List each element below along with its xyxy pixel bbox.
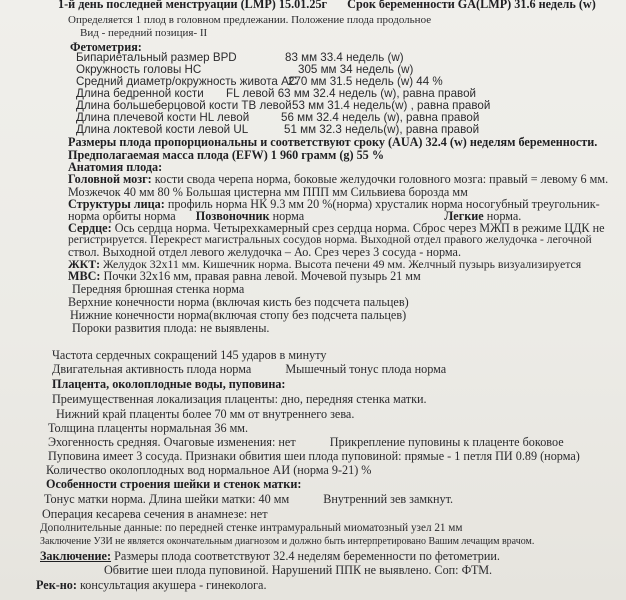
gi-label: ЖКТ: — [68, 257, 101, 271]
lungs-value: норма. — [486, 209, 522, 223]
ga-label: Срок беременности GA(LMP) — [347, 0, 512, 11]
ga-value: 31.6 — [514, 0, 536, 11]
lmp-line — [58, 0, 596, 11]
amniotic-fluid: Количество околоплодных вод нормальное АИ (норма 9-21) % — [46, 463, 372, 477]
placenta-echo: Эхогенность средняя. Очаговые изменения: нет — [48, 435, 296, 449]
fetometry-value: 83 мм 33.4 недель (w) — [285, 51, 404, 64]
placenta-echo-line — [48, 435, 564, 449]
recommendation-line — [36, 578, 267, 592]
uterus-tone: Тонус матки норма. Длина шейки матки: 40 мм — [44, 492, 290, 506]
heart-rate: Частота сердечных сокращений 145 ударов в минуту — [52, 348, 327, 362]
motor-line — [52, 362, 446, 376]
urinary-text: Почки 32x16 мм, правая равна левой. Мочевой пузырь 21 мм — [103, 269, 421, 283]
aua-summary: Размеры плода пропорциональны и соответствуют сроку (AUA) 32.4 (w) неделям беременности. — [68, 135, 598, 149]
fetometry-value: FL левой 63 мм 32.4 недель (w), равна правой — [226, 87, 477, 100]
heart-text: Ось сердца норма. Четырехкамерный срез сердца норма. Сброс через МЖП в режиме ЦДК не — [114, 221, 605, 235]
efw-summary: Предполагаемая масса плода (EFW) 1 960 грамм (g) 55 % — [68, 148, 385, 162]
conclusion-label: Заключение: — [40, 549, 112, 563]
fetometry-label: Длина большеберцовой кости TB левой — [76, 99, 292, 112]
cervix-title: Особенности строения шейки и стенок матки: — [46, 477, 302, 491]
lmp-date: 15.01.25г — [278, 0, 328, 11]
motor-activity: Двигательная активность плода норма — [52, 362, 252, 376]
fetometry-value: 56 мм 32.4 недель (w), равна правой — [281, 111, 480, 124]
lmp-label: 1-й день последней менструации — [58, 0, 238, 11]
brain-line-1 — [68, 172, 608, 186]
fetometry-label: Длина бедренной кости — [76, 87, 204, 100]
fetometry-label: Длина плечевой кости HL левой — [76, 111, 250, 124]
fetometry-value: 53 мм 31.4 недель(w) , равна правой — [292, 99, 491, 112]
internal-os: Внутренний зев замкнут. — [323, 492, 454, 506]
face-label: Структуры лица: — [68, 197, 165, 211]
placenta-thickness: Толщина плаценты нормальная 36 мм. — [48, 421, 249, 435]
upper-limbs: Верхние конечности норма (включая кисть без подсчета пальцев) — [68, 295, 409, 309]
lungs-label: Легкие — [444, 209, 484, 223]
recommendation-label: Рек-но: — [36, 578, 77, 592]
face-text: профиль норма НК 9.3 мм 20 %(норма) хрусталик норма носогубный треугольник- — [167, 197, 600, 211]
recommendation-text: консультация акушера - гинеколога. — [80, 578, 267, 592]
fetometry-label: Окружность головы HC — [76, 63, 202, 76]
abdominal-wall: Передняя брюшная стенка норма — [72, 282, 245, 296]
defects: Пороки развития плода: не выявлены. — [72, 321, 270, 335]
fetometry-title: Фетометрия: — [70, 40, 142, 54]
fetometry-label: Длина локтевой кости левой UL — [76, 123, 249, 136]
brain-line-2: Мозжечок 40 мм 80 % Большая цистерна мм ППП мм Сильвиева борозда мм — [68, 185, 468, 199]
placenta-edge: Нижний край плаценты более 70 мм от внутреннего зева. — [56, 407, 355, 421]
cervix-line — [44, 492, 453, 506]
brain-text: кости свода черепа норма, боковые желудочки головного мозга: правый = левому 6 мм. — [154, 172, 609, 186]
urinary-label: МВС: — [68, 269, 101, 283]
fetometry-value: 270 мм 31.5 недель (w) 44 % — [288, 75, 443, 88]
spine-value: норма — [272, 209, 305, 223]
cesarean-history: Операция кесарева сечения в анамнезе: нет — [42, 507, 268, 521]
disclaimer: Заключение УЗИ не является окончательным диагнозом и должно быть интерпретировано Вашим лечащим врачом. — [40, 536, 535, 547]
placenta-location: Преимущественная локализация плаценты: дно, передняя стенка матки. — [52, 392, 427, 406]
cord-attachment: Прикрепление пуповины к плаценте боковое — [329, 435, 564, 449]
brain-label: Головной мозг: — [68, 172, 152, 186]
conclusion-line-2: Обвитие шеи плода пуповиной. Нарушений ППК не выявлено. Соп: ФТМ. — [104, 563, 493, 577]
fetometry-value: 305 мм 34 недель (w) — [298, 63, 414, 76]
lower-limbs: Нижние конечности норма(включая стопу без подсчета пальцев) — [70, 308, 407, 322]
cord-line: Пуповина имеет 3 сосуда. Признаки обвития шеи плода пуповиной: прямые - 1 петля ПИ 0.89 (норма) — [48, 449, 580, 463]
muscle-tone: Мышечный тонус плода норма — [285, 362, 447, 376]
fetometry-label: Средний диаметр/окружность живота AC — [76, 75, 298, 88]
urinary-line — [68, 269, 421, 283]
face-orbits: норма орбиты норма — [68, 209, 176, 223]
gi-text: Желудок 32x11 мм. Кишечник норма. Высота печени 49 мм. Желчный пузырь визуализируется — [102, 257, 582, 271]
spine-label: Позвоночник — [195, 209, 270, 223]
extra-findings: Дополнительные данные: по передней стенке интрамуральный миоматозный узел 21 мм — [40, 522, 463, 534]
heart-label: Сердце: — [68, 221, 112, 235]
placenta-title: Плацента, околоплодные воды, пуповина: — [52, 377, 286, 391]
conclusion-line — [40, 549, 500, 563]
ga-unit: недель (w) — [538, 0, 596, 11]
fetometry-label: Бипариетальный размер BPD — [76, 51, 237, 64]
position-line-2: Вид - передний позиция- II — [80, 27, 208, 39]
position-line-1: Определяется 1 плод в головном предлежании. Положение плода продольное — [68, 14, 432, 26]
heart-line-2: регистрируется. Перекрест магистральных сосудов норма. Выходной отдел правого желудочка - легочной — [68, 233, 592, 246]
heart-line-3: ствол. Выходной отдел левого желудочка – Ао. Срез через 3 сосуда - норма. — [68, 245, 461, 259]
conclusion-text: Размеры плода соответствуют 32.4 неделям беременности по фетометрии. — [114, 549, 500, 563]
lmp-abbr: (LMP) — [240, 0, 276, 11]
anatomy-title: Анатомия плода: — [68, 160, 163, 174]
fetometry-value: 51 мм 32.3 недель(w), равна правой — [284, 123, 480, 136]
